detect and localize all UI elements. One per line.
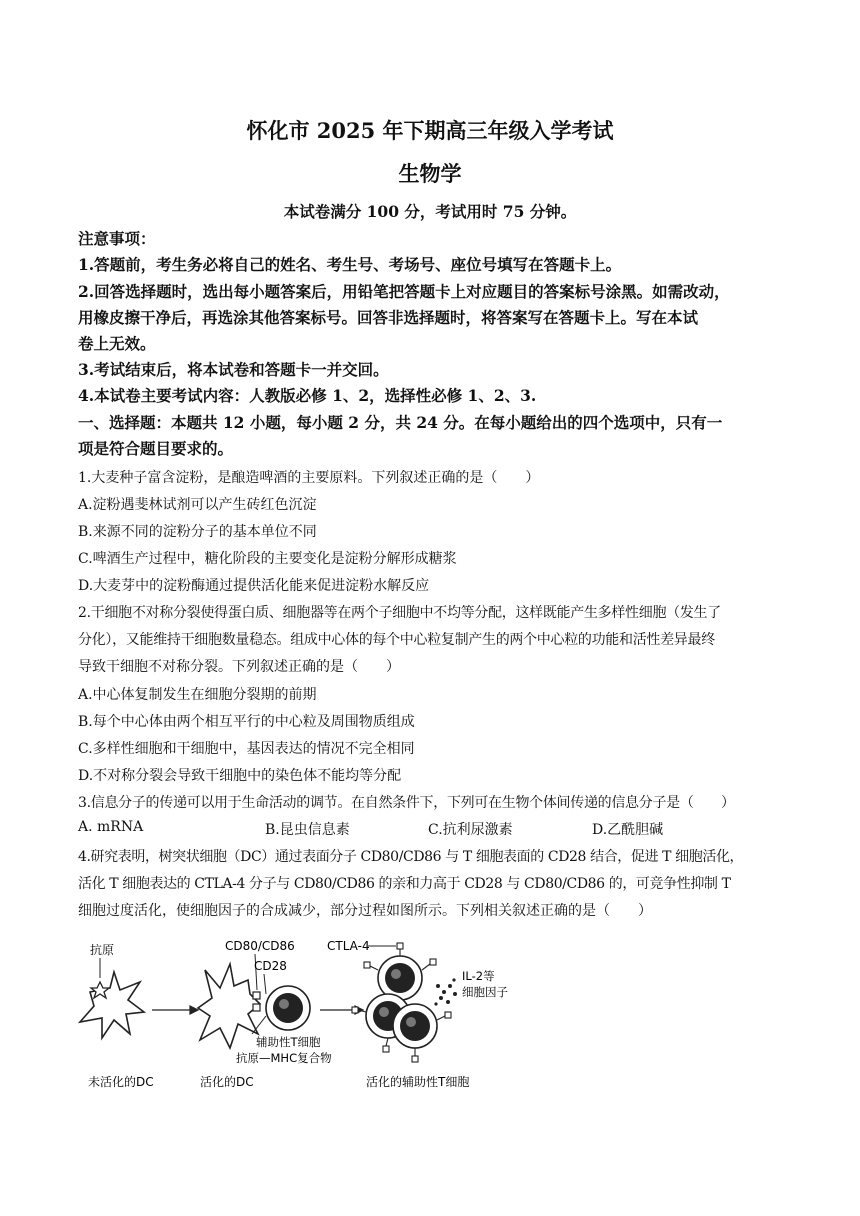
notice-line: 用橡皮擦干净后，再选涂其他答案标号。回答非选择题时，将答案写在答题卡上。写在本试 [78,308,699,327]
question-4-stem: 细胞过度活化，使细胞因子的合成减少，部分过程如图所示。下列相关叙述正确的是（ ） [78,903,652,919]
question-2-option-c: C.多样性细胞和干细胞中，基因表达的情况不完全相同 [78,741,415,757]
caption-activated-dc: 活化的DC [200,1075,254,1089]
exam-info: 本试卷满分 100 分，考试用时 75 分钟。 [283,202,577,221]
notice-heading: 注意事项： [78,229,156,248]
antigen-label: 抗原 [90,943,115,957]
question-4-stem: 4.研究表明，树突状细胞（DC）通过表面分子 CD80/CD86 与 T 细胞表面的 CD28 结合，促进 T 细胞活化， [78,849,744,865]
notice-line: 1.答题前，考生务必将自己的姓名、考生号、考场号、座位号填写在答题卡上。 [78,255,622,274]
cytokine-dots [434,978,457,1005]
notice-line: 3.考试结束后，将本试卷和答题卡一并交回。 [78,360,389,379]
dc-activation-figure [70,930,550,1100]
section-heading-cont: 项是符合题目要求的。 [78,439,234,458]
mhc-label: 抗原—MHC复合物 [236,1051,332,1065]
question-2-stem: 2.干细胞不对称分裂使得蛋白质、细胞器等在两个子细胞中不均等分配，这样既能产生多样性细胞（发生了 [78,605,721,621]
section-heading: 一、选择题：本题共 12 小题，每小题 2 分，共 24 分。在每小题给出的四个选项中，只有一 [78,413,723,432]
arrow-1 [152,1006,198,1014]
notice-line: 4.本试卷主要考试内容：人教版必修 1、2，选择性必修 1、2、3. [78,386,537,405]
helper-t-label: 辅助性T细胞 [256,1035,321,1049]
subject-title: 生物学 [398,161,462,186]
notice-line: 2.回答选择题时，选出每小题答案后，用铅笔把答题卡上对应题目的答案标号涂黑。如需改动， [78,282,730,301]
cd28-label: CD28 [254,959,287,973]
question-1-option-a: A.淀粉遇斐林试剂可以产生砖红色沉淀 [78,497,317,513]
question-1-option-d: D.大麦芽中的淀粉酶通过提供活化能来促进淀粉水解反应 [78,578,430,594]
question-1-stem: 1.大麦种子富含淀粉，是酿造啤酒的主要原料。下列叙述正确的是（ ） [78,470,540,486]
il2-label-1: IL-2等 [462,969,495,983]
question-3-option-b: B.昆虫信息素 [265,822,350,838]
question-3-option-d: D.乙酰胆碱 [592,822,664,838]
question-2-option-d: D.不对称分裂会导致干细胞中的染色体不能均等分配 [78,768,402,784]
question-3-option-a: A. mRNA [78,819,144,835]
caption-unactivated-dc: 未活化的DC [88,1075,154,1089]
question-2-option-b: B.每个中心体由两个相互平行的中心粒及周围物质组成 [78,714,415,730]
caption-activated-t-cell: 活化的辅助性T细胞 [366,1075,470,1089]
question-2-stem: 分化），又能维持干细胞数量稳态。组成中心体的每个中心粒复制产生的两个中心粒的功能和活性差异最终 [78,632,715,648]
question-3-stem: 3.信息分子的传递可以用于生命活动的调节。在自然条件下，下列可在生物个体间传递的信息分子是（ ） [78,795,735,811]
exam-title: 怀化市 2025 年下期高三年级入学考试 [246,118,614,143]
cd80-label: CD80/CD86 [225,939,295,953]
question-4-stem: 活化 T 细胞表达的 CTLA-4 分子与 CD80/CD86 的亲和力高于 CD28 与 CD80/CD86 的，可竞争性抑制 T [78,876,731,892]
question-2-stem: 导致干细胞不对称分裂。下列叙述正确的是（ ） [78,659,400,675]
question-1-option-b: B.来源不同的淀粉分子的基本单位不同 [78,524,317,540]
question-3-option-c: C.抗利尿激素 [428,822,513,838]
helper-t-cell [266,986,310,1030]
question-2-option-a: A.中心体复制发生在细胞分裂期的前期 [78,687,317,703]
ctla4-label: CTLA-4 [327,939,370,953]
il2-label-2: 细胞因子 [462,985,508,999]
question-1-option-c: C.啤酒生产过程中，糖化阶段的主要变化是淀粉分解形成糖浆 [78,551,457,567]
unactivated-dc-cell [80,972,144,1038]
activated-dc-cell [198,964,260,1048]
cd28-pointer [264,974,266,994]
notice-line: 卷上无效。 [78,334,156,353]
